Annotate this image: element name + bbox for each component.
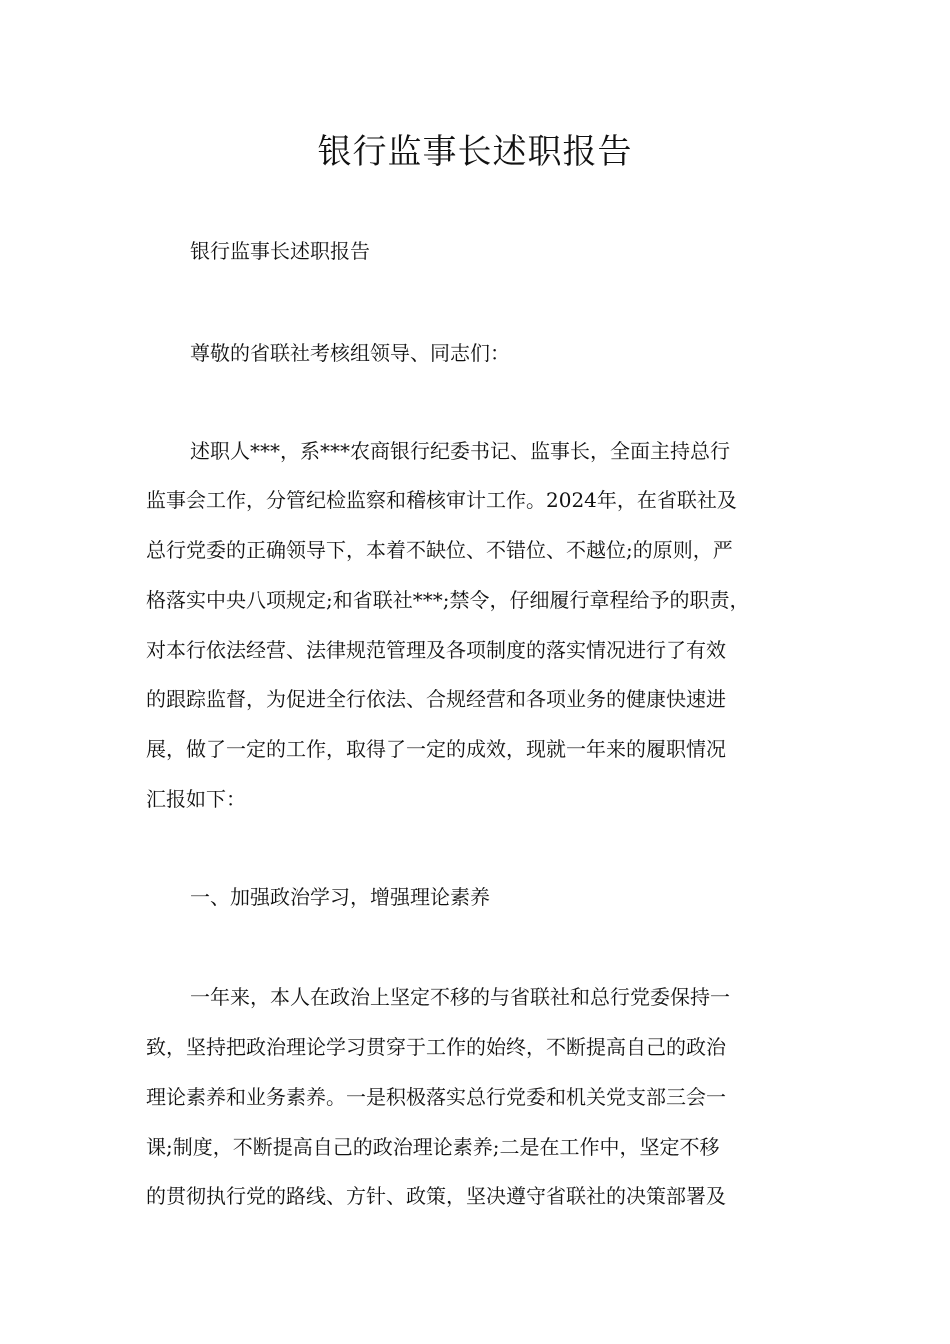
section-line: 理论素养和业务素养。一是积极落实总行党委和机关党支部三会一 [146, 1085, 726, 1109]
document-title: 银行监事长述职报告 [317, 132, 633, 172]
intro-line: 格落实中央八项规定;和省联社***;禁令，仔细履行章程给予的职责， [146, 588, 750, 612]
intro-line: 对本行依法经营、法律规范管理及各项制度的落实情况进行了有效 [146, 638, 726, 662]
intro-line: 汇报如下： [146, 787, 246, 811]
salutation: 尊敬的省联社考核组领导、同志们： [190, 341, 510, 365]
intro-line: 展，做了一定的工作，取得了一定的成效，现就一年来的履职情况 [146, 737, 726, 761]
section-heading: 一、加强政治学习，增强理论素养 [190, 885, 490, 909]
intro-line: 总行党委的正确领导下，本着不缺位、不错位、不越位;的原则，严 [146, 538, 733, 562]
section-line: 一年来，本人在政治上坚定不移的与省联社和总行党委保持一 [190, 985, 730, 1009]
section-line: 课;制度，不断提高自己的政治理论素养;二是在工作中，坚定不移 [146, 1135, 720, 1159]
document-subtitle: 银行监事长述职报告 [190, 239, 370, 263]
section-line: 的贯彻执行党的路线、方针、政策，坚决遵守省联社的决策部署及 [146, 1184, 726, 1208]
section-line: 致，坚持把政治理论学习贯穿于工作的始终，不断提高自己的政治 [146, 1035, 726, 1059]
intro-line: 监事会工作，分管纪检监察和稽核审计工作。2024年，在省联社及 [146, 488, 737, 512]
intro-line: 述职人***，系***农商银行纪委书记、监事长，全面主持总行 [190, 439, 730, 463]
intro-line: 的跟踪监督，为促进全行依法、合规经营和各项业务的健康快速进 [146, 687, 726, 711]
